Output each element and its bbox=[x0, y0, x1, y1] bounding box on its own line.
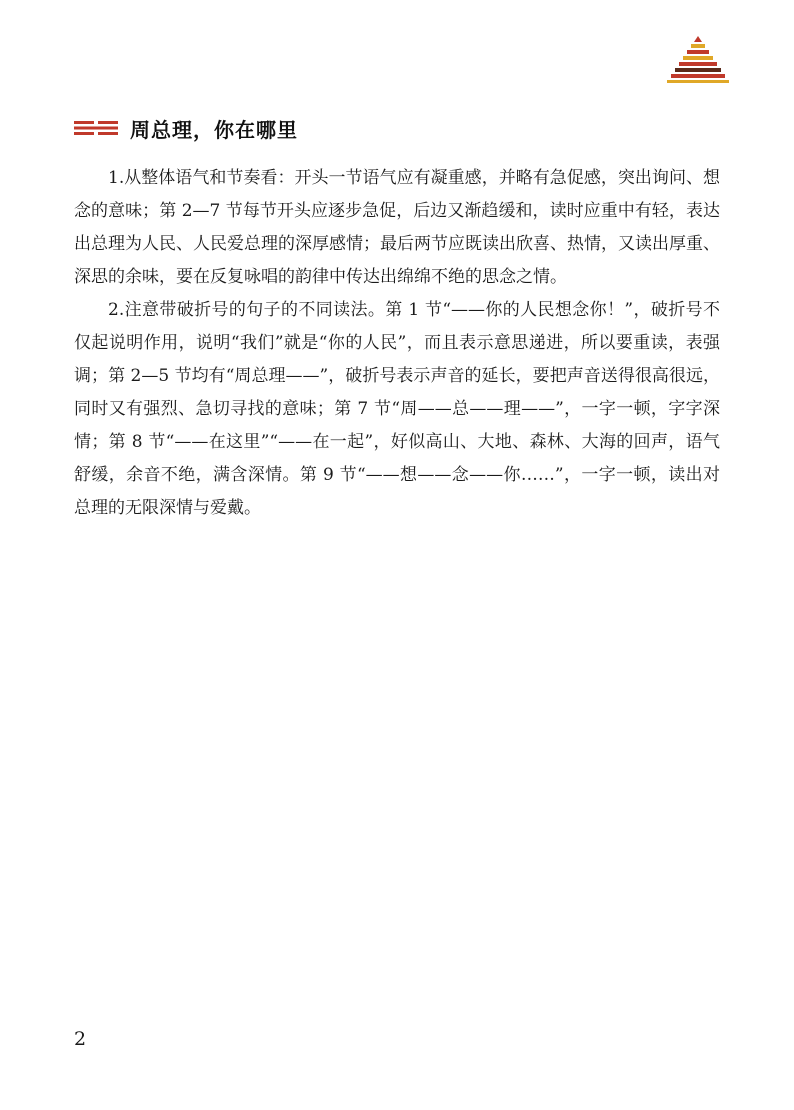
paragraph-2: 2.注意带破折号的句子的不同读法。第 1 节“——你的人民想念你！”，破折号不仅起说明作用，说明“我们”就是“你的人民”，而且表示意思递进，所以要重读，表强调；第 2—5 节均有“周总理——”，破折号表示声音的延长，要把声音送得很高很远，同时又有强烈、急切寻找的意味；第 7 节“周——总——理——”，一字一顿，字字深情；第 8 节“——在这里”“——在一起”，好似高山、大地、森林、大海的回声，语气舒缓，余音不绝，满含深情。第 9 节“——想——念——你……”，一字一顿，读出对总理的无限深情与爱戴。 bbox=[74, 300, 720, 518]
section-heading bbox=[74, 112, 298, 144]
stepped-pyramid-logo-icon bbox=[662, 32, 734, 84]
stacked-lines-icon bbox=[74, 121, 118, 135]
page-number: 2 bbox=[74, 1028, 87, 1050]
publisher-logo bbox=[662, 32, 734, 96]
section-title: 周总理，你在哪里 bbox=[130, 117, 298, 142]
paragraph-1: 1.从整体语气和节奏看：开头一节语气应有凝重感，并略有急促感，突出询问、想念的意味；第 2—7 节每节开头应逐步急促，后边又渐趋缓和，读时应重中有轻，表达出总理为人民、人民爱总理的深厚感情；最后两节应既读出欣喜、热情，又读出厚重、深思的余味，要在反复咏唱的韵律中传达出绵绵不绝的思念之情。 bbox=[74, 168, 720, 287]
article-body bbox=[74, 162, 720, 525]
